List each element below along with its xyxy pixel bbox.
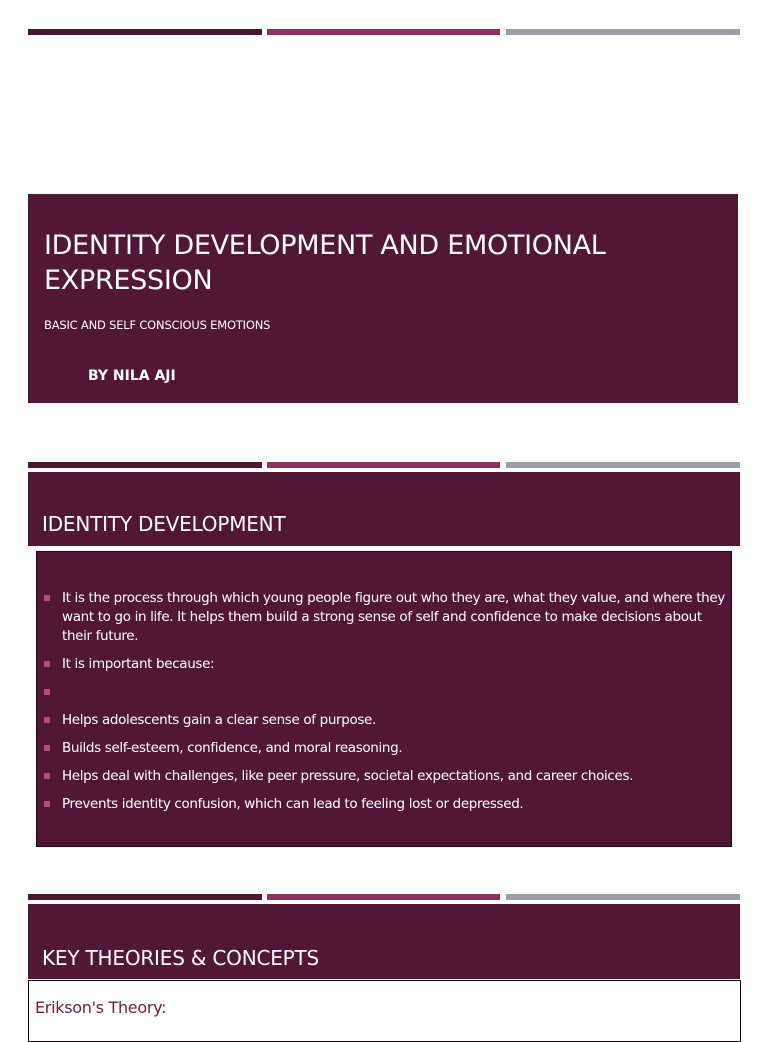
slide3-header <box>28 904 740 979</box>
bullet-text: It is the process through which young people figure out who they are, what they value, and where they want to go in life. It helps them build a strong sense of self and confidence to make decisions about their future. <box>62 590 725 644</box>
accent-bar-gray <box>506 462 740 468</box>
accent-bar-gray <box>506 894 740 900</box>
bullet-text: Helps deal with challenges, like peer pressure, societal expectations, and career choices. <box>62 768 634 784</box>
slide3-subheading: Erikson's Theory: <box>35 998 167 1017</box>
slide2-content-box <box>36 551 732 847</box>
presentation-author: BY NILA AJI <box>88 368 176 384</box>
bullet-item <box>43 739 727 758</box>
accent-bar-dark <box>28 462 262 468</box>
bullet-item <box>43 683 727 702</box>
slide3-title: KEY THEORIES & CONCEPTS <box>42 946 320 970</box>
bullet-item <box>43 711 727 730</box>
bullet-item <box>43 589 727 646</box>
bullet-text: Prevents identity confusion, which can lead to feeling lost or depressed. <box>62 796 524 812</box>
slide3-accent-bars <box>28 894 740 900</box>
presentation-subtitle: BASIC AND SELF CONSCIOUS EMOTIONS <box>44 318 271 332</box>
slide2-accent-bars <box>28 462 740 468</box>
accent-bar-dark <box>28 29 262 35</box>
bullet-item <box>43 767 727 786</box>
bullet-item <box>43 795 727 814</box>
bullet-marker-icon <box>44 717 50 723</box>
bullet-list <box>43 589 727 823</box>
bullet-marker-icon <box>44 661 50 667</box>
accent-bar-dark <box>28 894 262 900</box>
slide2-header <box>28 472 740 546</box>
presentation-title: IDENTITY DEVELOPMENT AND EMOTIONAL EXPRESSION <box>44 230 606 296</box>
accent-bar-magenta <box>267 462 500 468</box>
accent-bar-magenta <box>267 29 500 35</box>
bullet-marker-icon <box>44 801 50 807</box>
bullet-marker-icon <box>44 745 50 751</box>
title-slide-box <box>28 194 738 403</box>
slide1-accent-bars <box>28 29 740 35</box>
bullet-marker-icon <box>44 595 50 601</box>
slide3-content-box <box>28 980 741 1042</box>
slide2-title: IDENTITY DEVELOPMENT <box>42 512 286 536</box>
bullet-marker-icon <box>44 689 50 695</box>
bullet-marker-icon <box>44 773 50 779</box>
accent-bar-gray <box>506 29 740 35</box>
bullet-text: Helps adolescents gain a clear sense of purpose. <box>62 712 376 728</box>
accent-bar-magenta <box>267 894 500 900</box>
bullet-text: It is important because: <box>62 656 215 672</box>
bullet-item <box>43 655 727 674</box>
bullet-text: Builds self-esteem, confidence, and moral reasoning. <box>62 740 403 756</box>
